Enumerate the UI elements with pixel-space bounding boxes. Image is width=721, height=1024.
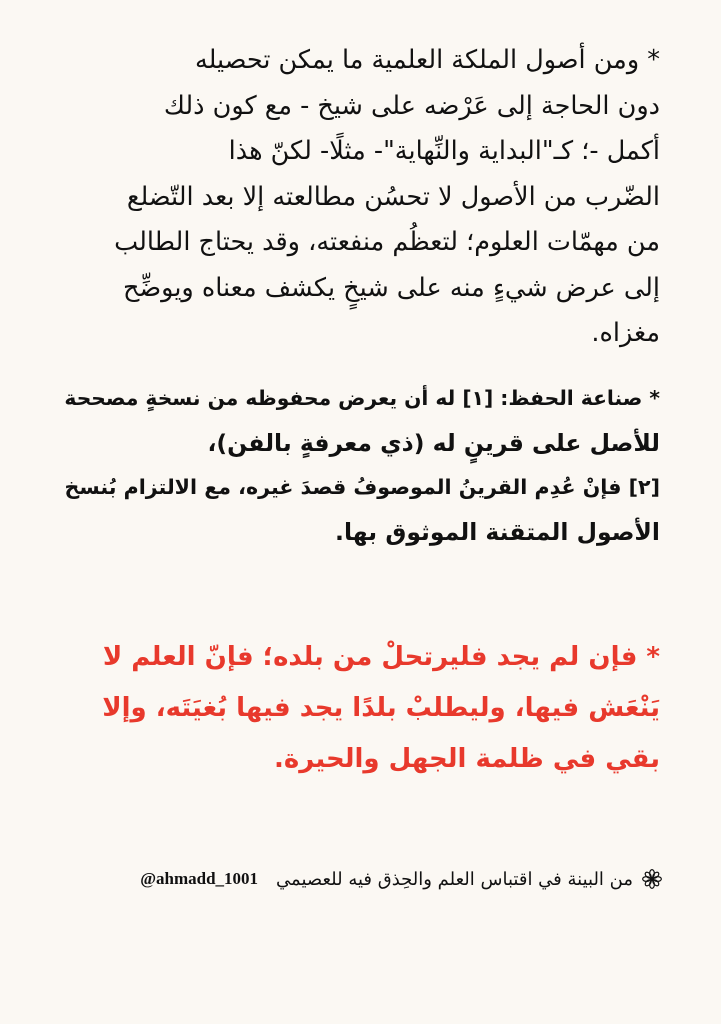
paragraph-3-line: بقي في ظلمة الجهل والحيرة. xyxy=(274,744,660,774)
paragraph-2-line: للأصل على قرينٍ له (ذي معرفةٍ بالفن)، xyxy=(207,428,660,457)
paragraph-2 xyxy=(58,376,660,554)
paragraph-1-line: مغزاه. xyxy=(591,318,660,348)
paragraph-1-line: دون الحاجة إلى عَرْضه على شيخ - مع كون ذلك xyxy=(163,90,660,121)
paragraph-2-line: [٢] فإنْ عُدِم القرينُ الموصوفُ قصدَ غيره، مع الالتزام بُنسخ xyxy=(64,475,660,499)
footer-source-text: من البينة في اقتباس العلم والحِذق فيه للعصيمي xyxy=(276,868,633,890)
footer-source xyxy=(140,868,663,890)
paragraph-1-line: إلى عرض شيءٍ منه على شيخٍ يكشف معناه ويوضِّح xyxy=(123,272,660,303)
paragraph-3-line: يَنْعَش فيها، وليطلبْ بلدًا يجد فيها بُغيَتَه، وإلا xyxy=(102,693,660,723)
paragraph-3-highlight xyxy=(58,632,660,785)
paragraph-2-line: الأصول المتقنة الموثوق بها. xyxy=(335,517,660,546)
author-handle: @ahmadd_1001 xyxy=(140,869,259,888)
paragraph-1-line: * ومن أصول الملكة العلمية ما يمكن تحصيله xyxy=(194,45,660,75)
paragraph-1 xyxy=(58,38,660,357)
paragraph-1-line: الضّرب من الأصول لا تحسُن مطالعته إلا بعد التّضلع xyxy=(126,181,660,212)
paragraph-2-line: * صناعة الحفظ: [١] له أن يعرض محفوظه من نسخةٍ مصححة xyxy=(64,386,660,410)
paragraph-1-line: من مهمّات العلوم؛ لتعظُم منفعته، وقد يحتاج الطالب xyxy=(114,227,660,257)
paragraph-3-line: * فإن لم يجد فليرتحلْ من بلده؛ فإنّ العلم لا xyxy=(102,642,660,672)
flower-ornament-icon xyxy=(641,868,663,890)
paragraph-1-line: أكمل -؛ كـ"البداية والنِّهاية"- مثلًا- لكنّ هذا xyxy=(228,136,660,166)
